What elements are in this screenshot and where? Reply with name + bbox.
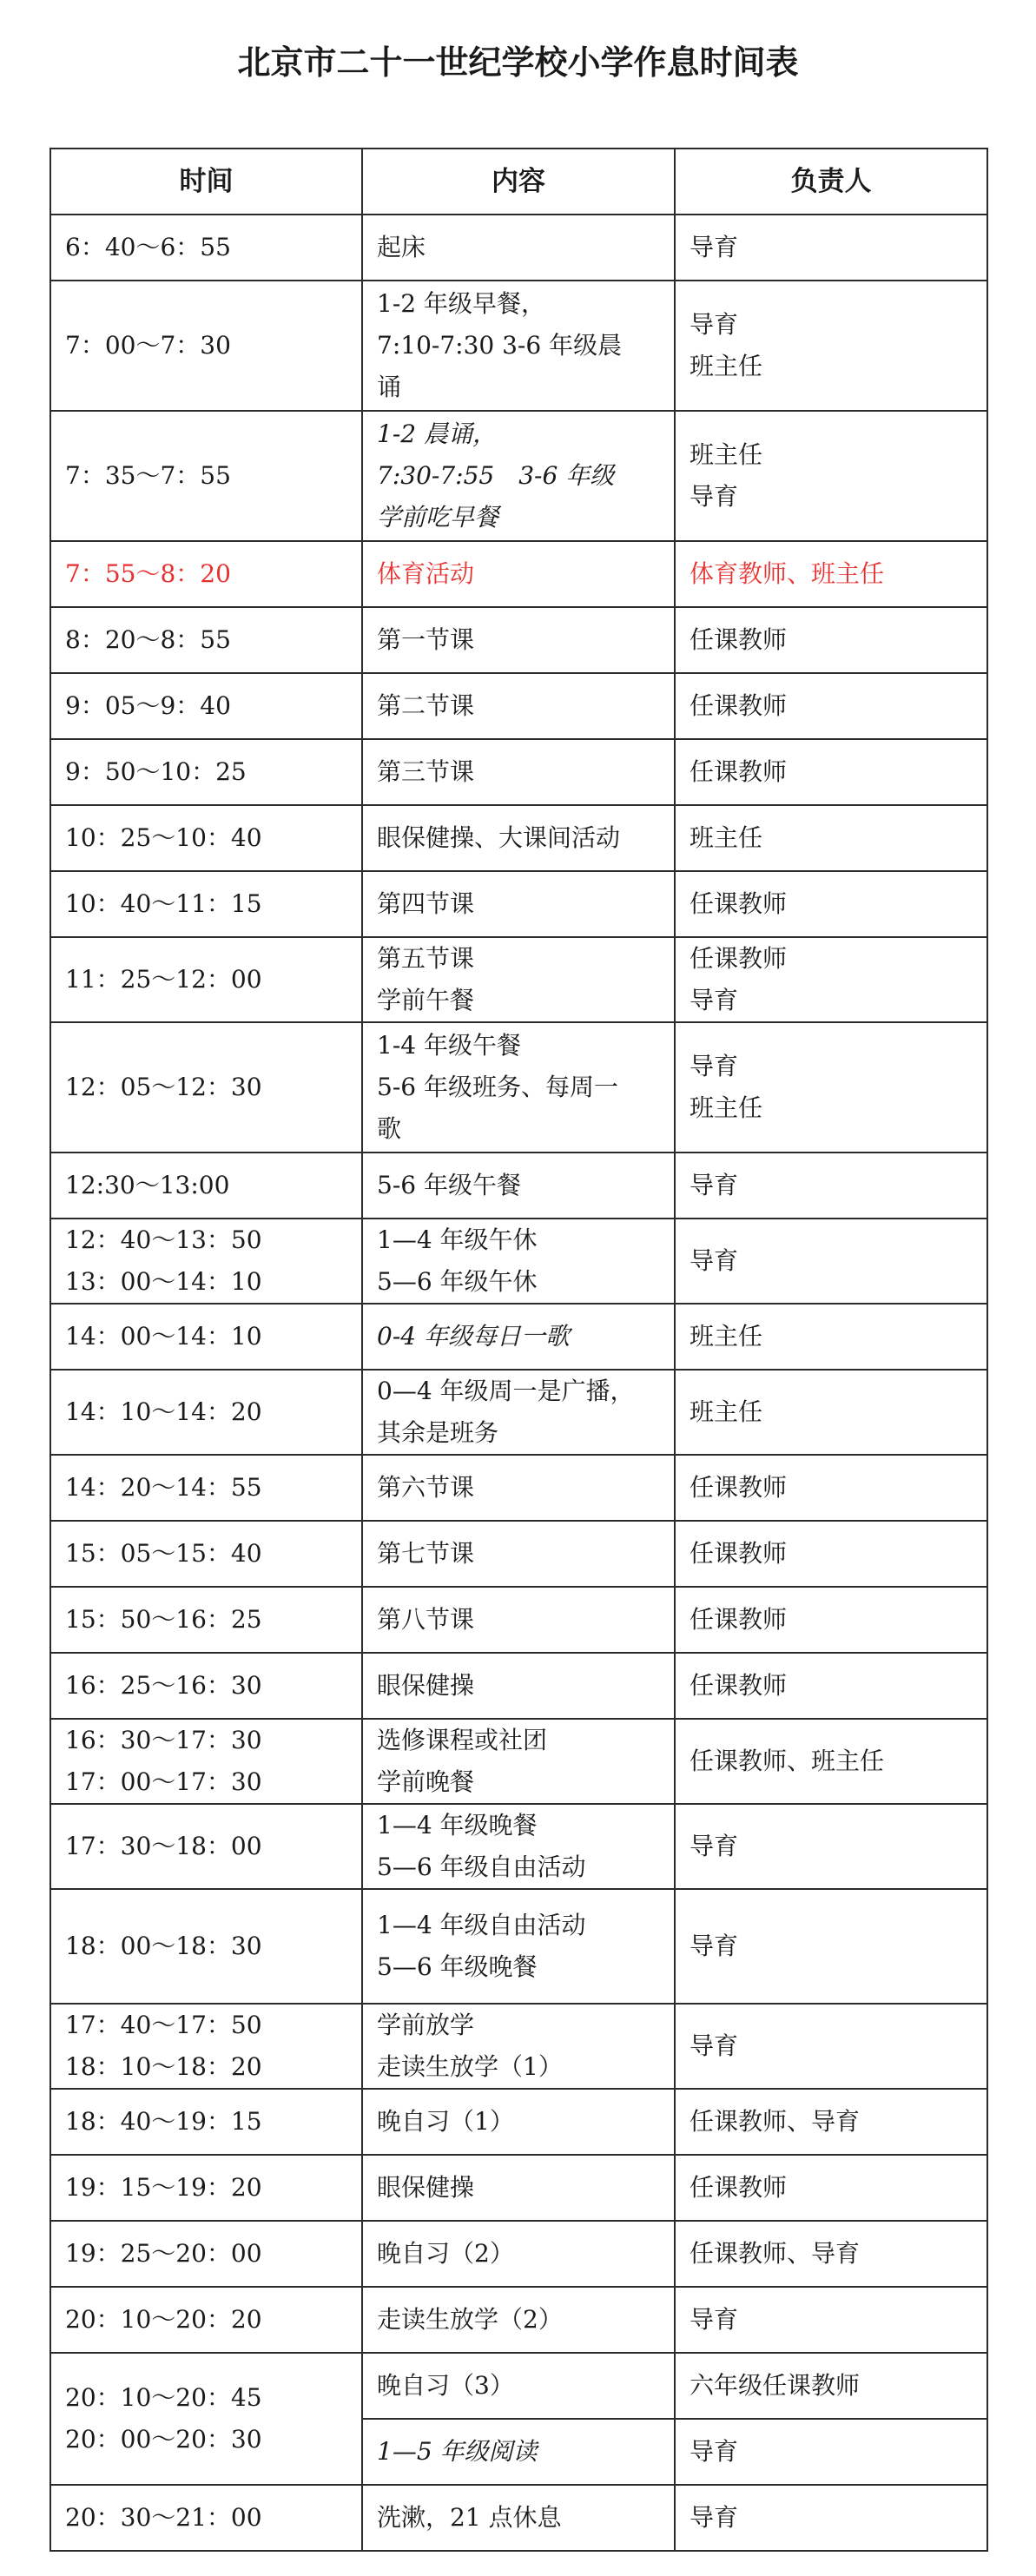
time-cell: [50, 2353, 362, 2485]
time-cell-line: 17：40～17：50: [65, 2011, 262, 2039]
person-cell: [675, 937, 987, 1022]
content-cell-line: 第二节课: [377, 691, 475, 720]
content-cell-line: 1—4 年级晚餐: [377, 1811, 538, 1840]
content-cell-line: 第三节课: [377, 757, 475, 786]
time-cell: [50, 2089, 362, 2155]
content-cell-line: 5—6 年级午休: [377, 1267, 538, 1296]
time-cell-line: 7：00～7：30: [65, 331, 231, 360]
person-cell: [675, 281, 987, 411]
time-cell-line: 16：25～16：30: [65, 1671, 262, 1700]
person-cell-line: 班主任: [690, 1093, 763, 1122]
content-cell-line: 1—4 年级自由活动: [377, 1911, 586, 1939]
content-cell: [362, 607, 675, 673]
person-cell-line: 任课教师、班主任: [690, 1747, 885, 1775]
person-cell-line: 班主任: [690, 1397, 763, 1426]
table-row: [50, 1719, 987, 1804]
person-cell-line: 导育: [690, 1932, 739, 1960]
content-cell: [362, 1370, 675, 1455]
person-cell: [675, 1653, 987, 1719]
content-cell-line: 0—4 年级周一是广播，: [377, 1377, 635, 1405]
time-cell-line: 14：10～14：20: [65, 1397, 262, 1426]
person-cell-line: 班主任: [690, 440, 763, 469]
content-cell-line: 1-4 年级午餐: [377, 1031, 521, 1060]
time-cell-line: 14：00～14：10: [65, 1322, 262, 1351]
table-row: [50, 871, 987, 937]
time-cell-line: 20：10～20：45: [65, 2383, 262, 2412]
time-cell-line: 12：40～13：50: [65, 1225, 262, 1254]
content-cell: [362, 2485, 675, 2551]
content-cell: [362, 1219, 675, 1304]
time-cell-line: 6：40～6：55: [65, 233, 231, 261]
table-row: [50, 739, 987, 805]
time-cell: [50, 215, 362, 281]
time-cell: [50, 1521, 362, 1587]
person-cell-line: 任课教师: [690, 944, 788, 973]
content-cell-line: 晚自习（2）: [377, 2239, 514, 2268]
table-row: [50, 1587, 987, 1653]
time-cell: [50, 1587, 362, 1653]
time-cell-line: 15：50～16：25: [65, 1605, 262, 1634]
header-person: 负责人: [675, 149, 987, 215]
time-cell-line: 18：00～18：30: [65, 1932, 262, 1960]
person-cell: [675, 2221, 987, 2287]
content-cell-line: 体育活动: [377, 559, 475, 588]
person-cell: [675, 607, 987, 673]
person-cell-line: 六年级任课教师: [690, 2371, 861, 2400]
content-cell-line: 第六节课: [377, 1473, 475, 1502]
person-cell: [675, 1889, 987, 2004]
person-cell: [675, 1219, 987, 1304]
content-cell-line: 1—4 年级午休: [377, 1225, 538, 1254]
time-cell: [50, 1455, 362, 1521]
person-cell-line: 任课教师: [690, 1473, 788, 1502]
time-cell-line: 10：25～10：40: [65, 823, 262, 852]
person-cell: [675, 215, 987, 281]
table-row: [50, 2221, 987, 2287]
time-cell-line: 9：50～10：25: [65, 757, 247, 786]
time-cell: [50, 2221, 362, 2287]
time-cell-line: 20：10～20：20: [65, 2305, 262, 2334]
time-cell: [50, 871, 362, 937]
person-cell-line: 导育: [690, 986, 739, 1014]
table-row: [50, 2287, 987, 2353]
time-cell: [50, 1653, 362, 1719]
person-cell: [675, 1304, 987, 1370]
person-cell: [675, 2353, 987, 2419]
content-cell: [362, 1521, 675, 1587]
content-cell-line: 走读生放学（1）: [377, 2052, 563, 2081]
person-cell-line: 导育: [690, 310, 739, 339]
time-cell: [50, 937, 362, 1022]
time-cell-line: 11：25～12：00: [65, 965, 262, 994]
content-cell: [362, 1153, 675, 1219]
table-row: [50, 215, 987, 281]
content-cell-line: 歌: [377, 1114, 402, 1143]
content-cell: [362, 1889, 675, 2004]
content-cell-line: 学前吃早餐: [377, 503, 499, 532]
person-cell-line: 导育: [690, 2503, 739, 2532]
time-cell-line: 9：05～9：40: [65, 691, 231, 720]
content-cell-line: 1-2 年级早餐，: [377, 289, 545, 318]
content-cell-line: 学前午餐: [377, 986, 475, 1014]
content-cell-line: 眼保健操: [377, 1671, 475, 1700]
person-cell: [675, 739, 987, 805]
content-cell-line: 第八节课: [377, 1605, 475, 1634]
content-cell-line: 眼保健操: [377, 2173, 475, 2202]
content-cell-line: 诵: [377, 373, 402, 401]
content-cell: [362, 2004, 675, 2089]
content-cell: [362, 2221, 675, 2287]
time-cell: [50, 1370, 362, 1455]
content-cell-line: 第七节课: [377, 1539, 475, 1568]
content-cell: [362, 871, 675, 937]
content-cell: [362, 2155, 675, 2221]
person-cell: [675, 673, 987, 739]
time-cell: [50, 1022, 362, 1153]
table-row: [50, 2089, 987, 2155]
content-cell: [362, 2089, 675, 2155]
content-cell: [362, 1653, 675, 1719]
person-cell-line: 任课教师: [690, 625, 788, 654]
page-title: 北京市二十一世纪学校小学作息时间表: [237, 43, 799, 82]
content-cell-line: 其余是班务: [377, 1418, 499, 1447]
content-cell: [362, 1587, 675, 1653]
content-cell-line: 5—6 年级晚餐: [377, 1952, 538, 1981]
content-cell: [362, 673, 675, 739]
content-cell-line: 5-6 年级班务、每周一: [377, 1073, 618, 1101]
content-cell: [362, 541, 675, 607]
time-cell-line: 19：25～20：00: [65, 2239, 262, 2268]
time-cell: [50, 411, 362, 541]
time-cell: [50, 1804, 362, 1889]
time-cell-line: 12:30～13:00: [65, 1171, 230, 1199]
table-row: [50, 2485, 987, 2551]
content-cell: [362, 2419, 675, 2485]
time-cell-line: 14：20～14：55: [65, 1473, 262, 1502]
time-cell-line: 10：40～11：15: [65, 889, 262, 918]
table-row: [50, 673, 987, 739]
content-cell: [362, 1719, 675, 1804]
content-cell-line: 0-4 年级每日一歌: [377, 1322, 570, 1351]
person-cell: [675, 2089, 987, 2155]
content-cell-line: 学前放学: [377, 2011, 475, 2039]
person-cell-line: 班主任: [690, 352, 763, 380]
content-cell-line: 第四节课: [377, 889, 475, 918]
person-cell: [675, 1455, 987, 1521]
person-cell-line: 导育: [690, 1052, 739, 1080]
content-cell: [362, 281, 675, 411]
person-cell: [675, 2485, 987, 2551]
table-row: [50, 607, 987, 673]
table-row: [50, 281, 987, 411]
person-cell: [675, 2419, 987, 2485]
content-cell: [362, 2353, 675, 2419]
content-cell-line: 第一节课: [377, 625, 475, 654]
content-cell: [362, 2287, 675, 2353]
time-cell: [50, 2287, 362, 2353]
time-cell: [50, 2485, 362, 2551]
time-cell: [50, 281, 362, 411]
table-row: [50, 1455, 987, 1521]
schedule-body: [50, 215, 987, 2551]
time-cell: [50, 541, 362, 607]
time-cell-line: 17：00～17：30: [65, 1767, 262, 1796]
content-cell-line: 1-2 晨诵，: [377, 419, 497, 448]
content-cell: [362, 411, 675, 541]
table-row: [50, 805, 987, 871]
time-cell: [50, 1719, 362, 1804]
person-cell-line: 导育: [690, 1171, 739, 1199]
time-cell-line: 20：00～20：30: [65, 2425, 262, 2454]
time-cell: [50, 2004, 362, 2089]
content-cell-line: 学前晚餐: [377, 1767, 475, 1796]
table-row: [50, 2155, 987, 2221]
person-cell: [675, 1153, 987, 1219]
person-cell-line: 任课教师: [690, 1605, 788, 1634]
person-cell-line: 任课教师、导育: [690, 2239, 861, 2268]
time-cell: [50, 607, 362, 673]
person-cell-line: 导育: [690, 2031, 739, 2060]
content-cell: [362, 1022, 675, 1153]
person-cell-line: 导育: [690, 2305, 739, 2334]
person-cell-line: 任课教师: [690, 1671, 788, 1700]
person-cell: [675, 2287, 987, 2353]
person-cell: [675, 2155, 987, 2221]
schedule-table: [49, 148, 988, 2552]
time-cell: [50, 805, 362, 871]
person-cell: [675, 2004, 987, 2089]
time-cell-line: 8：20～8：55: [65, 625, 231, 654]
person-cell: [675, 1022, 987, 1153]
person-cell: [675, 871, 987, 937]
person-cell-line: 导育: [690, 1832, 739, 1860]
time-cell-line: 18：40～19：15: [65, 2107, 262, 2136]
time-cell: [50, 1304, 362, 1370]
table-row: [50, 937, 987, 1022]
table-row: [50, 1653, 987, 1719]
person-cell-line: 体育教师、班主任: [690, 559, 885, 588]
content-cell: [362, 1455, 675, 1521]
content-cell-line: 5—6 年级自由活动: [377, 1853, 586, 1881]
person-cell-line: 班主任: [690, 1322, 763, 1351]
header-time: 时间: [50, 149, 362, 215]
person-cell-line: 任课教师: [690, 1539, 788, 1568]
table-row: [50, 1521, 987, 1587]
time-cell-line: 7：55～8：20: [65, 559, 231, 588]
content-cell-line: 晚自习（1）: [377, 2107, 514, 2136]
person-cell: [675, 1587, 987, 1653]
time-cell-line: 19：15～19：20: [65, 2173, 262, 2202]
content-cell-line: 选修课程或社团: [377, 1726, 548, 1754]
table-row: [50, 1153, 987, 1219]
time-cell: [50, 673, 362, 739]
table-row: [50, 1889, 987, 2004]
time-cell-line: 20：30～21：00: [65, 2503, 262, 2532]
person-cell-line: 任课教师: [690, 889, 788, 918]
time-cell-line: 13：00～14：10: [65, 1267, 262, 1296]
table-row: [50, 411, 987, 541]
time-cell-line: 17：30～18：00: [65, 1832, 262, 1860]
person-cell-line: 任课教师: [690, 691, 788, 720]
person-cell: [675, 1370, 987, 1455]
content-cell: [362, 805, 675, 871]
person-cell-line: 任课教师: [690, 757, 788, 786]
content-cell: [362, 937, 675, 1022]
table-row: [50, 1804, 987, 1889]
person-cell-line: 任课教师: [690, 2173, 788, 2202]
person-cell-line: 导育: [690, 233, 739, 261]
content-cell: [362, 215, 675, 281]
content-cell-line: 洗漱，21 点休息: [377, 2503, 562, 2532]
person-cell: [675, 1804, 987, 1889]
content-cell-line: 7:30-7:55 3-6 年级: [377, 461, 615, 490]
time-cell-line: 12：05～12：30: [65, 1073, 262, 1101]
table-row: [50, 1219, 987, 1304]
time-cell: [50, 1889, 362, 2004]
content-cell-line: 第五节课: [377, 944, 475, 973]
time-cell: [50, 1153, 362, 1219]
time-cell-line: 16：30～17：30: [65, 1726, 262, 1754]
table-row: [50, 2004, 987, 2089]
table-row: [50, 1304, 987, 1370]
content-cell-line: 走读生放学（2）: [377, 2305, 563, 2334]
time-cell-line: 15：05～15：40: [65, 1539, 262, 1568]
table-row: [50, 541, 987, 607]
time-cell: [50, 2155, 362, 2221]
content-cell: [362, 739, 675, 805]
table-row: [50, 1022, 987, 1153]
person-cell-line: 班主任: [690, 823, 763, 852]
table-row: [50, 1370, 987, 1455]
time-cell-line: 7：35～7：55: [65, 461, 231, 490]
content-cell: [362, 1804, 675, 1889]
table-row: [50, 2353, 987, 2419]
content-cell-line: 7:10-7:30 3-6 年级晨: [377, 331, 623, 360]
time-cell: [50, 1219, 362, 1304]
person-cell-line: 导育: [690, 1246, 739, 1275]
time-cell-line: 18：10～18：20: [65, 2052, 262, 2081]
content-cell-line: 起床: [377, 233, 426, 261]
person-cell: [675, 1719, 987, 1804]
person-cell: [675, 805, 987, 871]
content-cell: [362, 1304, 675, 1370]
person-cell: [675, 411, 987, 541]
header-content: 内容: [362, 149, 675, 215]
person-cell-line: 导育: [690, 2437, 739, 2466]
time-cell: [50, 739, 362, 805]
content-cell-line: 晚自习（3）: [377, 2371, 514, 2400]
person-cell-line: 导育: [690, 482, 739, 511]
content-cell-line: 眼保健操、大课间活动: [377, 823, 621, 852]
person-cell: [675, 1521, 987, 1587]
header-row: [50, 149, 987, 215]
person-cell: [675, 541, 987, 607]
content-cell-line: 1—5 年级阅读: [377, 2437, 538, 2466]
content-cell-line: 5-6 年级午餐: [377, 1171, 521, 1199]
person-cell-line: 任课教师、导育: [690, 2107, 861, 2136]
